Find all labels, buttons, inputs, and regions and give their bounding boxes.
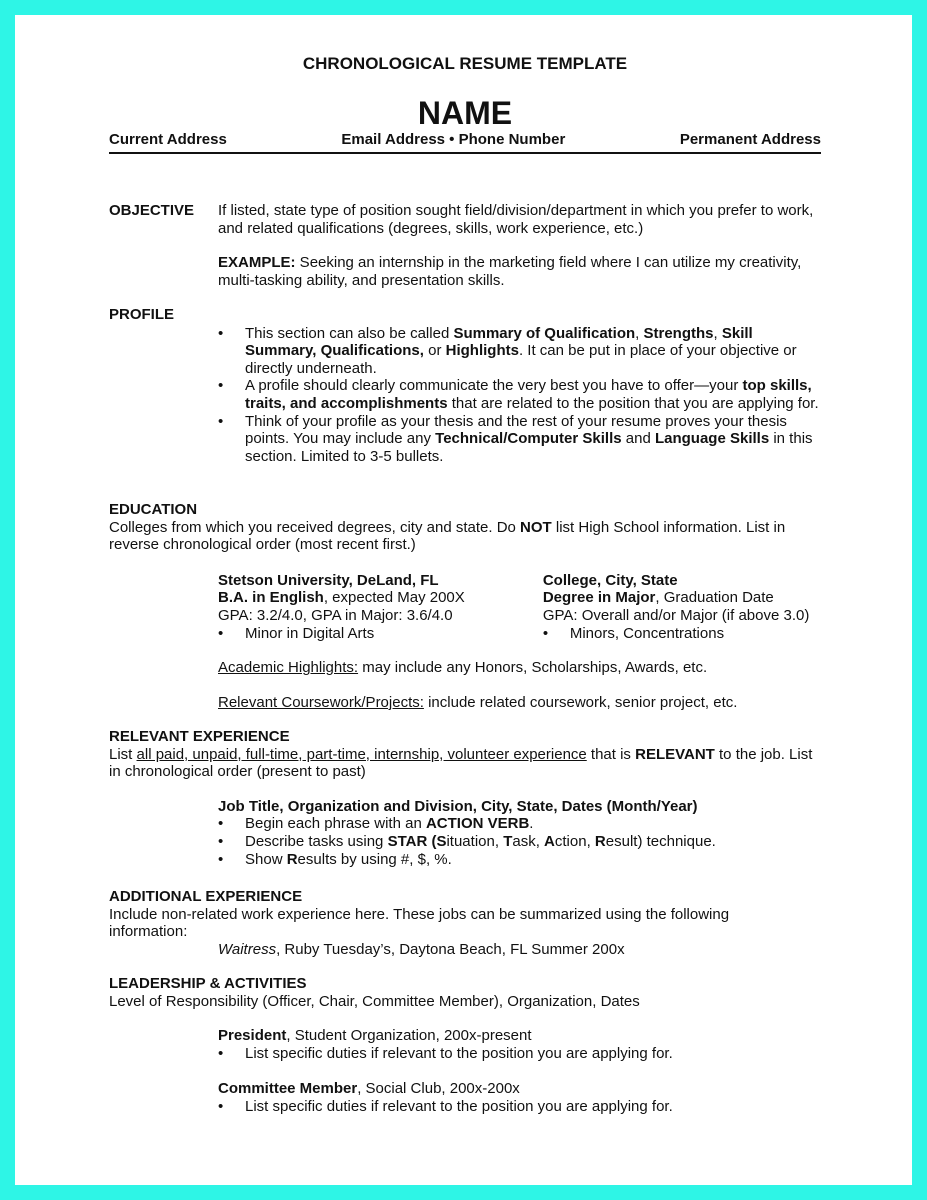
- document-title: CHRONOLOGICAL RESUME TEMPLATE: [302, 54, 628, 73]
- applicant-name: NAME: [417, 95, 513, 131]
- email-phone: Email Address • Phone Number: [341, 131, 566, 148]
- relevant-intro: List all paid, unpaid, full-time, part-time, internship, volunteer experience that is RELEVANT to the job. List in chronological order (present to past): [109, 745, 813, 781]
- list-item: • List specific duties if relevant to the position you are applying for.: [218, 1097, 673, 1115]
- list-item: • Show Results by using #, $, %.: [218, 850, 452, 868]
- education-intro: Colleges from which you received degrees, city and state. Do NOT list High School information. List in reverse chronological order (most recent first.): [109, 518, 786, 554]
- bullet-icon: •: [218, 850, 224, 868]
- bullet-icon: •: [218, 815, 224, 833]
- list-item: • A profile should clearly communicate the very best you have to offer—your top skills, traits, and accomplishments that are related to the position that you are applying for.: [218, 377, 819, 412]
- bullet-icon: •: [218, 377, 224, 395]
- education-entry: [218, 572, 543, 642]
- gpa: GPA: 3.2/4.0, GPA in Major: 3.6/4.0: [218, 606, 453, 624]
- leadership-role: Committee Member, Social Club, 200x-200x: [218, 1080, 520, 1098]
- education-section: [109, 501, 821, 711]
- resume-page: [15, 15, 912, 1185]
- list-item: • Minor in Digital Arts: [218, 624, 375, 642]
- list-item: • Begin each phrase with an ACTION VERB.: [218, 815, 534, 833]
- profile-heading: PROFILE: [109, 306, 175, 323]
- school-name: Stetson University, DeLand, FL: [218, 571, 439, 589]
- contact-header: [109, 131, 821, 154]
- leadership-heading: LEADERSHIP & ACTIVITIES: [109, 975, 307, 992]
- additional-intro: Include non-related work experience here. These jobs can be summarized using the following information:: [109, 905, 730, 941]
- relevant-experience-section: [109, 728, 821, 868]
- education-columns: [218, 572, 821, 642]
- additional-heading: ADDITIONAL EXPERIENCE: [109, 888, 303, 905]
- example-text: Seeking an internship in the marketing field where I can utilize my creativity, multi-tasking ability, and presentation skills.: [218, 254, 802, 289]
- additional-experience-section: [109, 888, 821, 958]
- degree: B.A. in English, expected May 200X: [218, 589, 465, 607]
- current-address: Current Address: [109, 131, 227, 148]
- profile-section: [109, 306, 821, 465]
- academic-highlights: Academic Highlights: may include any Honors, Scholarships, Awards, etc.: [218, 659, 708, 677]
- bullet-icon: •: [218, 324, 224, 342]
- objective-heading: OBJECTIVE: [109, 202, 195, 219]
- list-item: • Think of your profile as your thesis and the rest of your resume proves your thesis points. You may include any Technical/Computer Skills and Language Skills in this section. Limited to 3-5 bullets.: [218, 412, 813, 465]
- bullet-icon: •: [218, 832, 224, 850]
- profile-list: [218, 325, 821, 466]
- list-item: • List specific duties if relevant to the position you are applying for.: [218, 1044, 673, 1062]
- list-item: • Minors, Concentrations: [542, 624, 725, 642]
- bullet-icon: •: [218, 624, 224, 642]
- leadership-section: [109, 975, 821, 1116]
- degree: Degree in Major, Graduation Date: [542, 589, 774, 607]
- additional-example: Waitress, Ruby Tuesday’s, Daytona Beach, FL Summer 200x: [218, 940, 625, 958]
- example-label: EXAMPLE:: [218, 254, 296, 272]
- leadership-entry: [218, 1080, 821, 1115]
- education-heading: EDUCATION: [109, 501, 198, 518]
- leadership-entry: [218, 1027, 821, 1062]
- bullet-icon: •: [218, 412, 224, 430]
- bullet-icon: •: [542, 624, 549, 642]
- relevant-coursework: Relevant Coursework/Projects: include related coursework, senior project, etc.: [218, 693, 738, 711]
- leadership-intro: Level of Responsibility (Officer, Chair, Committee Member), Organization, Dates: [109, 992, 640, 1010]
- bullet-icon: •: [218, 1044, 224, 1062]
- bullet-icon: •: [218, 1097, 224, 1115]
- permanent-address: Permanent Address: [679, 131, 821, 148]
- gpa: GPA: Overall and/or Major (if above 3.0): [542, 606, 810, 624]
- job-entry: [218, 798, 821, 868]
- objective-text: If listed, state type of position sought field/division/department in which you prefer to work, and related qualifications (degrees, skills, work experience, etc.): [218, 202, 814, 237]
- school-name: College, City, State: [542, 571, 678, 589]
- relevant-heading: RELEVANT EXPERIENCE: [109, 728, 290, 745]
- objective-example: [218, 254, 821, 289]
- education-entry: [543, 572, 821, 642]
- objective-section: [109, 202, 821, 289]
- list-item: • Describe tasks using STAR (Situation, Task, Action, Result) technique.: [218, 832, 716, 850]
- leadership-role: President, Student Organization, 200x-present: [218, 1027, 532, 1045]
- list-item: • This section can also be called Summary of Qualification, Strengths, Skill Summary, Qualifications, or Highlights. It can be put in place of your objective or directly underneath.: [218, 324, 797, 377]
- job-title: Job Title, Organization and Division, City, State, Dates (Month/Year): [218, 797, 698, 815]
